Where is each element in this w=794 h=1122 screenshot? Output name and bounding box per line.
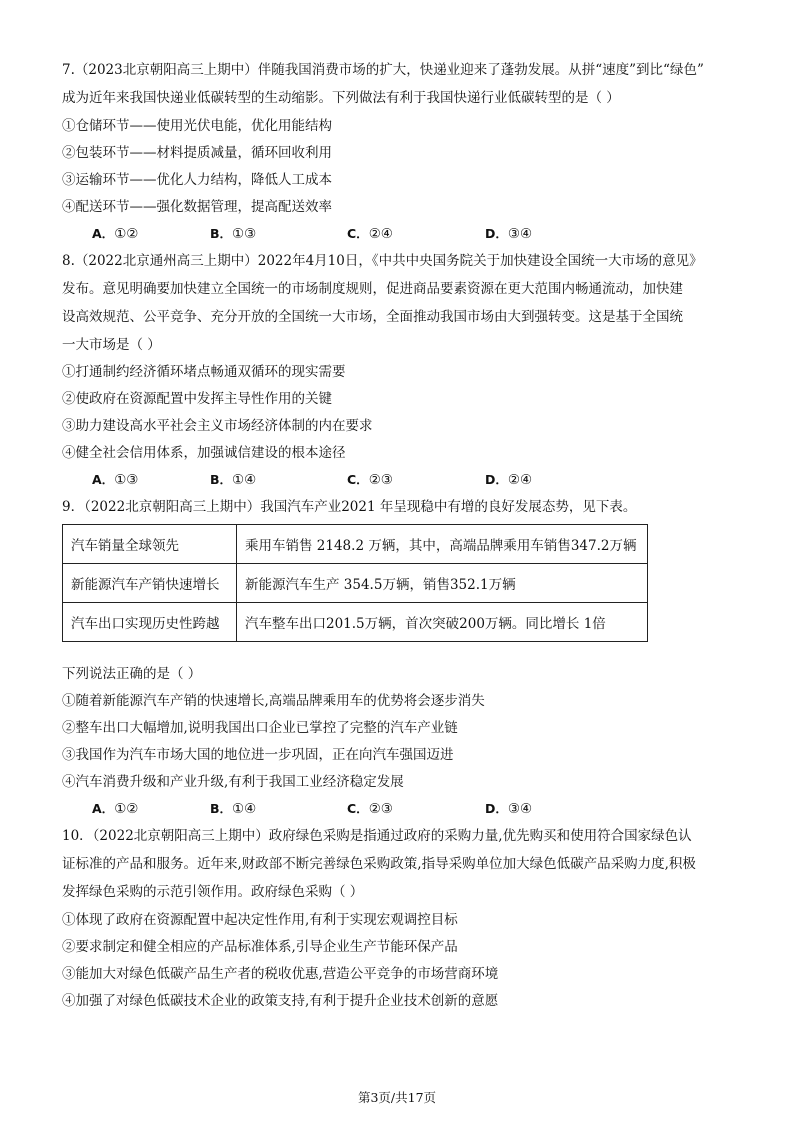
q8-stem-line-3: 设高效规范、公平竞争、充分开放的全国统一大市场，全面推动我国市场由大到强转变。这是基于全国统 bbox=[62, 309, 683, 325]
q7-option-a[interactable]: A．①② bbox=[92, 226, 139, 242]
q9-item-4: ④汽车消费升级和产业升级,有利于我国工业经济稳定发展 bbox=[62, 774, 404, 790]
q7-stem-line-1: 7.（2023北京朝阳高三上期中）伴随我国消费市场的扩大，快递业迎来了蓬勃发展。从拼“速度”到比“绿色” bbox=[62, 62, 704, 78]
q9-item-3: ③我国作为汽车市场大国的地位进一步巩固，正在向汽车强国迈进 bbox=[62, 747, 454, 763]
q10-stem-line-3: 发挥绿色采购的示范引领作用。政府绿色采购（ ） bbox=[62, 884, 364, 900]
q8-stem-line-1: 8.（2022北京通州高三上期中）2022年4月10日，《中共中央国务院关于加快建设全国统一大市场的意见》 bbox=[62, 253, 703, 269]
q8-item-2: ②使政府在资源配置中发挥主导性作用的关键 bbox=[62, 391, 332, 407]
q7-item-1: ①仓储环节——使用光伏电能，优化用能结构 bbox=[62, 118, 332, 134]
q7-item-3: ③运输环节——优化人力结构，降低人工成本 bbox=[62, 172, 332, 188]
table-cell: 汽车出口实现历史性跨越 bbox=[63, 603, 237, 642]
q8-stem-line-4: 一大市场是（ ） bbox=[62, 337, 161, 353]
q8-item-1: ①打通制约经济循环堵点畅通双循环的现实需要 bbox=[62, 364, 346, 380]
q8-option-b[interactable]: B．①④ bbox=[210, 472, 257, 488]
q7-option-c[interactable]: C．②④ bbox=[347, 226, 393, 242]
q7-stem-line-2: 成为近年来我国快递业低碳转型的生动缩影。下列做法有利于我国快递行业低碳转型的是（ ） bbox=[62, 90, 620, 106]
q10-item-4: ④加强了对绿色低碳技术企业的政策支持,有利于提升企业技术创新的意愿 bbox=[62, 993, 499, 1009]
q10-item-1: ①体现了政府在资源配置中起决定性作用,有利于实现宏观调控目标 bbox=[62, 912, 458, 928]
q10-stem-line-1: 10．（2022北京朝阳高三上期中）政府绿色采购是指通过政府的采购力量,优先购买和使用符合国家绿色认 bbox=[62, 828, 692, 844]
q9-stem-line-1: 9．（2022北京朝阳高三上期中）我国汽车产业2021 年呈现稳中有增的良好发展态势，见下表。 bbox=[62, 499, 637, 515]
q9-item-1: ①随着新能源汽车产销的快速增长,高端品牌乘用车的优势将会逐步消失 bbox=[62, 693, 485, 709]
table-cell: 乘用车销售 2148.2 万辆，其中，高端品牌乘用车销售347.2万辆 bbox=[237, 525, 648, 564]
q9-option-a[interactable]: A．①② bbox=[92, 801, 139, 817]
q9-option-d[interactable]: D．③④ bbox=[485, 801, 533, 817]
q7-option-b[interactable]: B．①③ bbox=[210, 226, 257, 242]
q9-item-2: ②整车出口大幅增加,说明我国出口企业已掌控了完整的汽车产业链 bbox=[62, 720, 458, 736]
q10-item-3: ③能加大对绿色低碳产品生产者的税收优惠,营造公平竞争的市场营商环境 bbox=[62, 966, 499, 982]
table-row bbox=[63, 603, 648, 642]
table-cell: 汽车销量全球领先 bbox=[63, 525, 237, 564]
q10-stem-line-2: 证标准的产品和服务。近年来,财政部不断完善绿色采购政策,指导采购单位加大绿色低碳产品采购力度,积极 bbox=[62, 856, 696, 872]
q8-item-3: ③助力建设高水平社会主义市场经济体制的内在要求 bbox=[62, 418, 373, 434]
q9-option-c[interactable]: C．②③ bbox=[347, 801, 393, 817]
table-row bbox=[63, 525, 648, 564]
page-number: 第3页/共17页 bbox=[357, 1090, 437, 1105]
q8-option-d[interactable]: D．②④ bbox=[485, 472, 533, 488]
q9-option-b[interactable]: B．①④ bbox=[210, 801, 257, 817]
q8-stem-line-2: 发布。意见明确要加快建立全国统一的市场制度规则，促进商品要素资源在更大范围内畅通流动，加快建 bbox=[62, 281, 683, 297]
q10-item-2: ②要求制定和健全相应的产品标准体系,引导企业生产节能环保产品 bbox=[62, 939, 458, 955]
auto-industry-table bbox=[62, 524, 648, 642]
q8-option-c[interactable]: C．②③ bbox=[347, 472, 393, 488]
q8-item-4: ④健全社会信用体系，加强诚信建设的根本途径 bbox=[62, 445, 346, 461]
table-cell: 新能源汽车生产 354.5万辆，销售352.1万辆 bbox=[237, 564, 648, 603]
table-cell: 汽车整车出口201.5万辆，首次突破200万辆。同比增长 1倍 bbox=[237, 603, 648, 642]
q7-option-d[interactable]: D．③④ bbox=[485, 226, 533, 242]
q9-question: 下列说法正确的是（ ） bbox=[62, 666, 202, 682]
q7-item-2: ②包装环节——材料提质减量，循环回收利用 bbox=[62, 145, 332, 161]
table-row bbox=[63, 564, 648, 603]
q8-option-a[interactable]: A．①③ bbox=[92, 472, 139, 488]
q7-item-4: ④配送环节——强化数据管理，提高配送效率 bbox=[62, 199, 332, 215]
table-cell: 新能源汽车产销快速增长 bbox=[63, 564, 237, 603]
